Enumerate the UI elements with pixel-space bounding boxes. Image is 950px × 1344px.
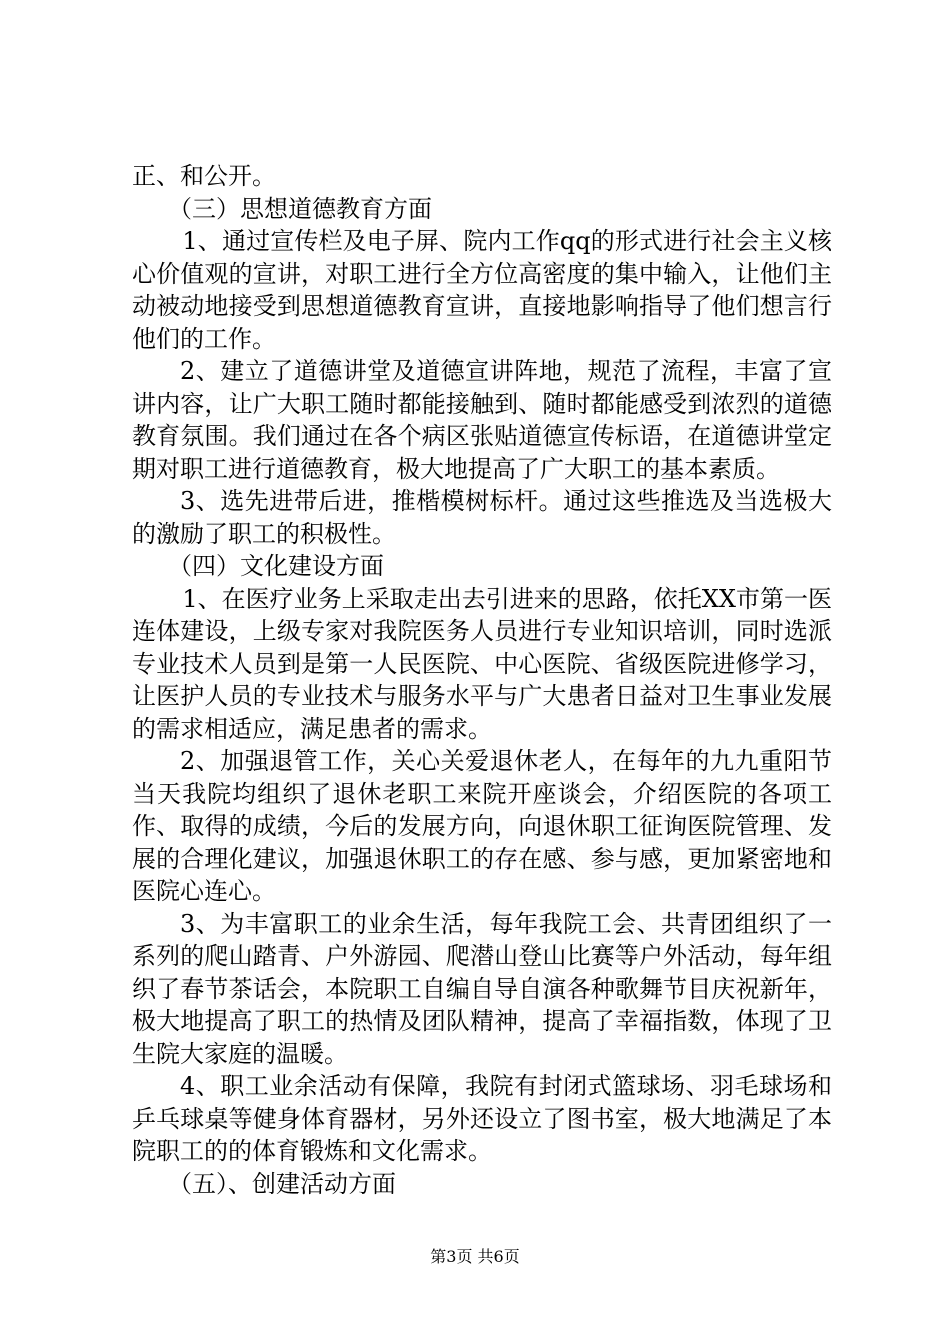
document-body bbox=[132, 160, 832, 1200]
page-footer bbox=[0, 1247, 950, 1267]
paragraph: 3、选先进带后进，推楷模树标杆。通过这些推选及当选极大的激励了职工的积极性。 bbox=[132, 487, 832, 548]
paragraph: 2、建立了道德讲堂及道德宣讲阵地，规范了流程，丰富了宣讲内容，让广大职工随时都能接触到、随时都能感受到浓烈的道德教育氛围。我们通过在各个病区张贴道德宣传标语，在道德讲堂定期对职工进行道德教育，极大地提高了广大职工的基本素质。 bbox=[132, 357, 832, 483]
paragraph: 2、加强退管工作，关心关爱退休老人，在每年的九九重阳节当天我院均组织了退休老职工来院开座谈会，介绍医院的各项工作、取得的成绩，今后的发展方向，向退休职工征询医院管理、发展的合理化建议，加强退休职工的存在感、参与感，更加紧密地和医院心连心。 bbox=[132, 747, 832, 905]
section-heading-4: （四）文化建设方面 bbox=[168, 552, 384, 580]
section-heading-3: （三）思想道德教育方面 bbox=[168, 194, 432, 223]
section-heading-5: （五）、创建活动方面 bbox=[168, 1169, 396, 1198]
paragraph: 1、在医疗业务上采取走出去引进来的思路，依托XX市第一医连体建设，上级专家对我院医务人员进行专业知识培训，同时选派专业技术人员到是第一人民医院、中心医院、省级医院进修学习，让医护人员的专业技术与服务水平与广大患者日益对卫生事业发展的需求相适应，满足患者的需求。 bbox=[132, 584, 832, 743]
page-number-label: 第3页 共6页 bbox=[430, 1247, 520, 1266]
paragraph: 3、为丰富职工的业余生活，每年我院工会、共青团组织了一系列的爬山踏青、户外游园、爬潜山登山比赛等户外活动，每年组织了春节茶话会，本院职工自编自导自演各种歌舞节目庆祝新年，极大地提高了职工的热情及团队精神，提高了幸福指数，体现了卫生院大家庭的温暖。 bbox=[132, 909, 832, 1068]
paragraph: 1、通过宣传栏及电子屏、院内工作qq的形式进行社会主义核心价值观的宣讲，对职工进行全方位高密度的集中输入，让他们主动被动地接受到思想道德教育宣讲，直接地影响指导了他们想言行他们的工作。 bbox=[132, 227, 832, 353]
paragraph-continuation: 正、和公开。 bbox=[132, 162, 276, 190]
paragraph: 4、职工业余活动有保障，我院有封闭式篮球场、羽毛球场和乒乓球桌等健身体育器材，另外还设立了图书室，极大地满足了本院职工的的体育锻炼和文化需求。 bbox=[132, 1072, 832, 1165]
